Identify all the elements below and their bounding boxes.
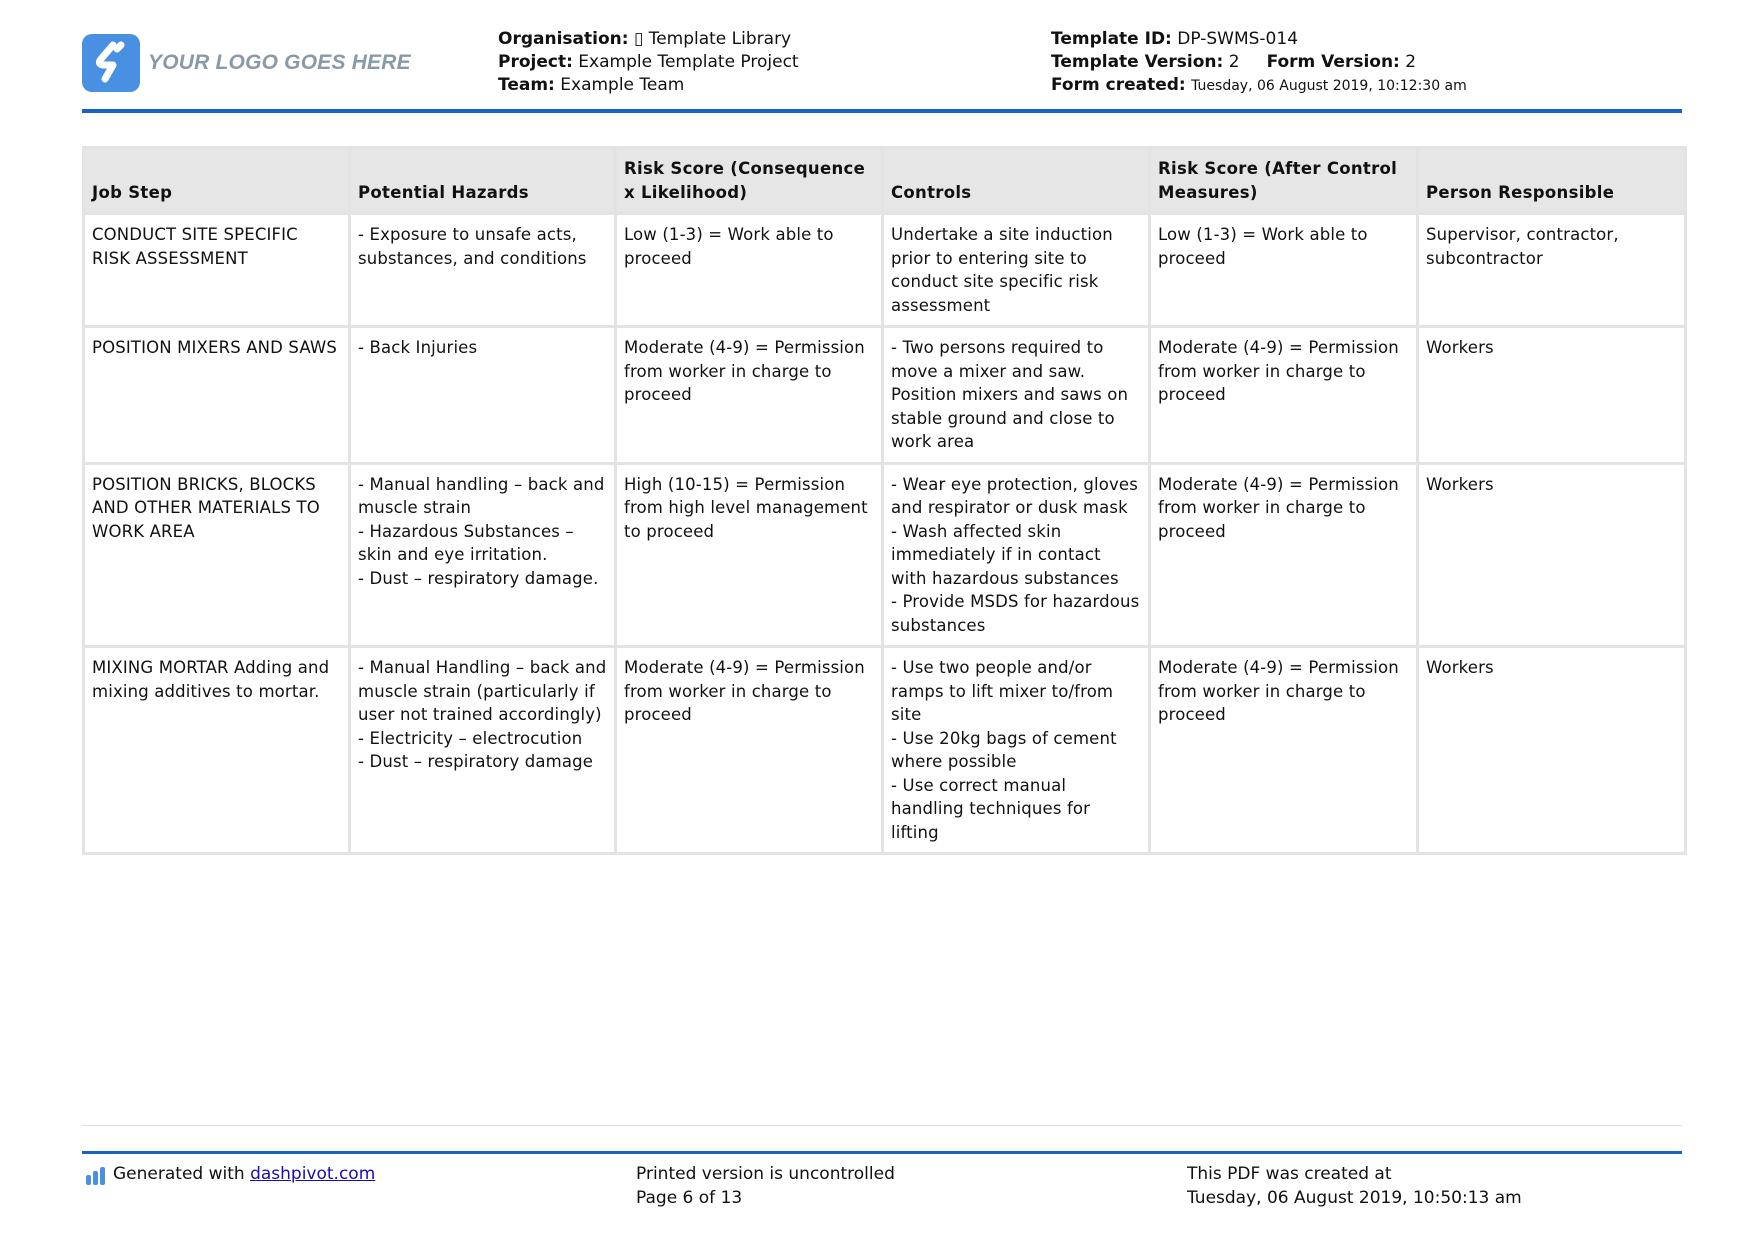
logo-text: YOUR LOGO GOES HERE [148, 51, 411, 74]
cell-responsible: Supervisor, contractor, subcontractor [1418, 214, 1686, 327]
pdf-created-date: Tuesday, 06 August 2019, 10:50:13 am [1187, 1188, 1522, 1208]
header-divider [82, 109, 1682, 113]
cell-risk-before: Moderate (4-9) = Permission from worker in charge to proceed [616, 647, 883, 854]
col-header-controls: Controls [883, 148, 1150, 214]
footer-generated [86, 1162, 375, 1186]
logo-icon [82, 34, 140, 92]
col-header-risk-after: Risk Score (After Control Measures) [1150, 148, 1418, 214]
cell-controls: Undertake a site induction prior to entering site to conduct site specific risk assessment [883, 214, 1150, 327]
project-line: Project: Example Template Project [498, 52, 799, 72]
cell-risk-before: High (10-15) = Permission from high level management to proceed [616, 463, 883, 647]
page-header [82, 28, 1682, 110]
printed-notice: Printed version is uncontrolled [636, 1164, 895, 1184]
cell-hazards: - Exposure to unsafe acts, substances, and conditions [350, 214, 616, 327]
cell-responsible: Workers [1418, 463, 1686, 647]
job-safety-table [82, 146, 1687, 855]
col-header-hazards: Potential Hazards [350, 148, 616, 214]
footer-center [636, 1162, 895, 1210]
pdf-created-label: This PDF was created at [1187, 1164, 1392, 1184]
cell-risk-after: Low (1-3) = Work able to proceed [1150, 214, 1418, 327]
organisation-line: Organisation: ▯ Template Library [498, 29, 792, 49]
footer-right [1187, 1162, 1522, 1210]
company-logo [82, 34, 411, 92]
generated-text: Generated with dashpivot.com [113, 1164, 376, 1184]
cell-job-step: CONDUCT SITE SPECIFIC RISK ASSESSMENT [84, 214, 350, 327]
template-id-line: Template ID: DP-SWMS-014 [1051, 29, 1299, 49]
team-line: Team: Example Team [498, 75, 685, 95]
col-header-risk-before: Risk Score (Consequence x Likelihood) [616, 148, 883, 214]
cell-risk-before: Low (1-3) = Work able to proceed [616, 214, 883, 327]
table-row [84, 463, 1686, 647]
table-row [84, 214, 1686, 327]
cell-risk-after: Moderate (4-9) = Permission from worker in charge to proceed [1150, 463, 1418, 647]
footer-separator [82, 1125, 1682, 1126]
version-line: Template Version: 2 Form Version: 2 [1051, 52, 1417, 72]
cell-job-step: POSITION MIXERS AND SAWS [84, 327, 350, 464]
table-row [84, 327, 1686, 464]
dashpivot-icon [86, 1167, 105, 1185]
footer-divider [82, 1151, 1682, 1154]
form-created-line: Form created: Tuesday, 06 August 2019, 10:12:30 am [1051, 75, 1467, 95]
table-header-row [84, 148, 1686, 214]
cell-responsible: Workers [1418, 327, 1686, 464]
cell-controls: - Two persons required to move a mixer and saw. Position mixers and saws on stable ground and close to work area [883, 327, 1150, 464]
cell-risk-after: Moderate (4-9) = Permission from worker in charge to proceed [1150, 327, 1418, 464]
header-meta-left [498, 28, 799, 97]
col-header-responsible: Person Responsible [1418, 148, 1686, 214]
cell-risk-before: Moderate (4-9) = Permission from worker in charge to proceed [616, 327, 883, 464]
page-number: Page 6 of 13 [636, 1188, 743, 1208]
cell-controls: - Wear eye protection, gloves and respirator or dusk mask - Wash affected skin immediately if in contact with hazardous substances - Provide MSDS for hazardous substances [883, 463, 1150, 647]
cell-job-step: POSITION BRICKS, BLOCKS AND OTHER MATERIALS TO WORK AREA [84, 463, 350, 647]
cell-hazards: - Manual handling – back and muscle strain - Hazardous Substances – skin and eye irritation. - Dust – respiratory damage. [350, 463, 616, 647]
table-row [84, 647, 1686, 854]
cell-controls: - Use two people and/or ramps to lift mixer to/from site - Use 20kg bags of cement where possible - Use correct manual handling techniques for lifting [883, 647, 1150, 854]
cell-hazards: - Manual Handling – back and muscle strain (particularly if user not trained accordingly) - Electricity – electrocution - Dust – respiratory damage [350, 647, 616, 854]
cell-hazards: - Back Injuries [350, 327, 616, 464]
header-meta-right [1051, 28, 1467, 98]
cell-job-step: MIXING MORTAR Adding and mixing additives to mortar. [84, 647, 350, 854]
col-header-job-step: Job Step [84, 148, 350, 214]
cell-responsible: Workers [1418, 647, 1686, 854]
cell-risk-after: Moderate (4-9) = Permission from worker in charge to proceed [1150, 647, 1418, 854]
dashpivot-link[interactable]: dashpivot.com [250, 1164, 376, 1184]
